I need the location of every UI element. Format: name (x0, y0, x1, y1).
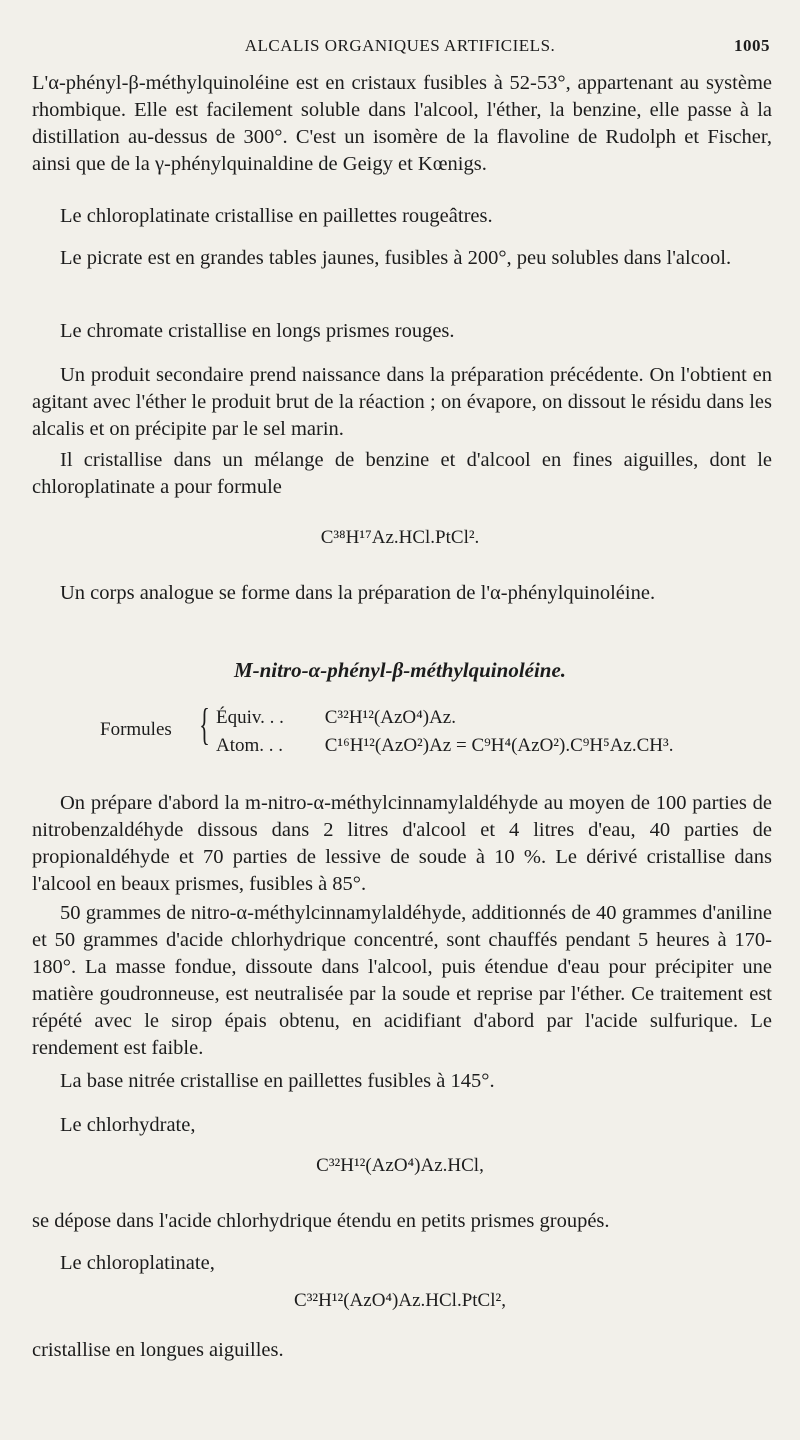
paragraph-1: L'α-phényl-β-méthylquinoléine est en cristaux fusibles à 52-53°, appartenant au système rhombique. Elle est facilement soluble dans l'alcool, l'éther, la benzine, elle passe à la distillation au-dessus de 300°. C'est un isomère de la flavoline de Rudolph et Fischer, ainsi que de la γ-phénylquinaldine de Geigy et Kœnigs. (32, 72, 772, 175)
paragraph-4: Le chromate cristallise en longs prismes rouges. (60, 320, 455, 342)
formula-atom-row (216, 735, 673, 757)
paragraph-2: Le chloroplatinate cristallise en paillettes rougeâtres. (60, 205, 493, 227)
section-title: M-nitro-α-phényl-β-méthylquinoléine. (233, 658, 567, 682)
paragraph-12: se dépose dans l'acide chlorhydrique étendu en petits prismes groupés. (32, 1210, 610, 1232)
page-number: 1005 (734, 36, 770, 55)
paragraph-10: La base nitrée cristallise en paillettes fusibles à 145°. (60, 1070, 495, 1092)
formulas-label: Formules (100, 719, 172, 740)
formulas-block (100, 700, 780, 765)
paragraph-5: Un produit secondaire prend naissance dans la préparation précédente. On l'obtient en agitant avec l'éther le produit brut de la réaction ; on évapore, on dissout le résidu dans les alcalis et on précipite par le sel marin. (32, 364, 772, 440)
page-header (30, 36, 770, 66)
atom-label: Atom. . . (216, 735, 284, 756)
paragraph-8: On prépare d'abord la m-nitro-α-méthylcinnamylaldéhyde au moyen de 100 parties de nitrobenzaldéhyde dissous dans 2 litres d'alcool et 4 litres d'eau, 40 parties de propionaldéhyde et 70 parties de lessive de soude à 10 %. Le dérivé cristallise dans l'alcool en beaux prismes, fusibles à 85°. (32, 792, 772, 895)
atom-formula: C¹⁶H¹²(AzO²)Az = C⁹H⁴(AzO²).C⁹H⁵Az.CH³. (324, 735, 674, 756)
equiv-formula: C³²H¹²(AzO⁴)Az. (324, 707, 456, 728)
equiv-label: Équiv. . . (216, 707, 284, 728)
paragraph-9: 50 grammes de nitro-α-méthylcinnamylaldéhyde, additionnés de 40 grammes d'aniline et 50 grammes d'acide chlorhydrique concentré, sont chauffés pendant 5 heures à 170-180°. La masse fondue, dissoute dans l'alcool, puis étendue d'eau pour précipiter une matière goudronneuse, est neutralisée par la soude et reprise par l'éther. Ce traitement est répété avec le sirop épais obtenu, en acidifiant d'abord par l'acide sulfurique. Le rendement est faible. (32, 902, 772, 1059)
paragraph-11: Le chlorhydrate, (60, 1114, 196, 1136)
brace-icon: { (199, 700, 210, 749)
formula-chloroplatinate: C³⁸H¹⁷Az.HCl.PtCl². (320, 527, 480, 548)
paragraph-13: Le chloroplatinate, (60, 1252, 215, 1274)
paragraph-3: Le picrate est en grandes tables jaunes, fusibles à 200°, peu solubles dans l'alcool. (60, 247, 732, 269)
formula-chlorhydrate: C³²H¹²(AzO⁴)Az.HCl, (316, 1155, 484, 1176)
paragraph-7: Un corps analogue se forme dans la préparation de l'α-phénylquinoléine. (60, 582, 656, 604)
paragraph-14: cristallise en longues aiguilles. (32, 1339, 284, 1361)
paragraph-6: Il cristallise dans un mélange de benzine et d'alcool en fines aiguilles, dont le chloroplatinate a pour formule (32, 449, 772, 498)
formula-equiv-row (216, 707, 456, 729)
running-title: ALCALIS ORGANIQUES ARTIFICIELS. (244, 36, 556, 55)
formula-chloroplatinate-2: C³²H¹²(AzO⁴)Az.HCl.PtCl², (294, 1290, 506, 1311)
